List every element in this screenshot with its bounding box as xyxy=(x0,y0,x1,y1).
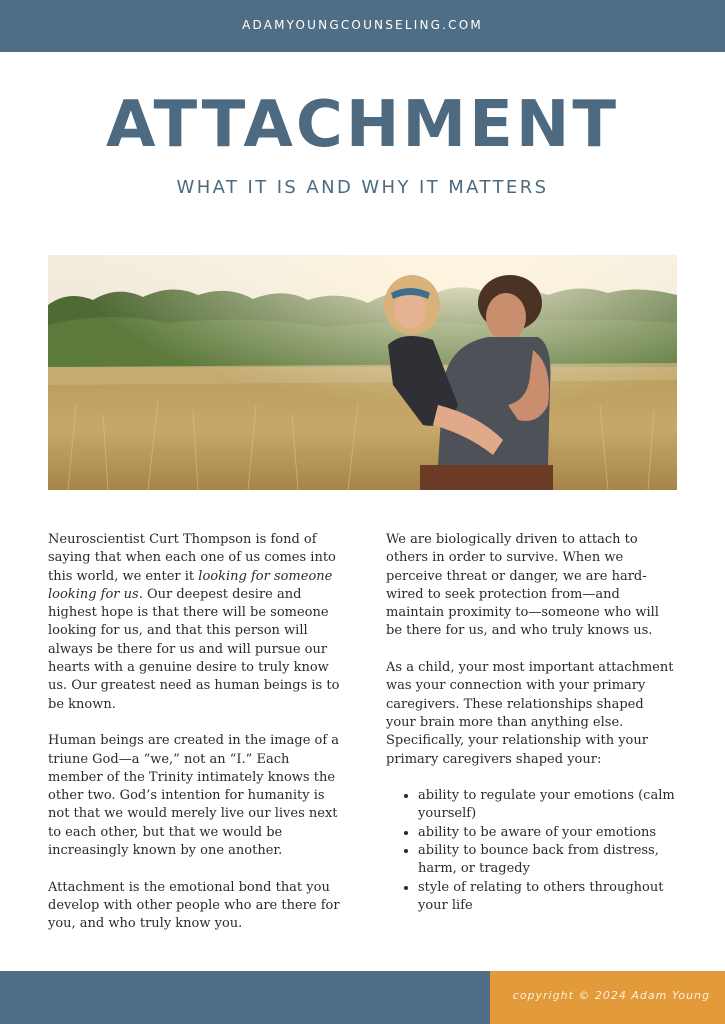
page-subtitle: WHAT IT IS AND WHY IT MATTERS xyxy=(176,177,549,198)
top-banner xyxy=(0,0,725,52)
page-title: ATTACHMENT xyxy=(105,88,620,162)
list-item: • ability to be aware of your emotions xyxy=(418,824,676,842)
definition-paragraph: Attachment is the emotional bond that you develop with other people who are there for you, and who truly know you. xyxy=(48,879,340,932)
list-item: • ability to bounce back from distress, harm, or tragedy xyxy=(418,842,676,879)
footer-bar xyxy=(0,971,490,1024)
intro-text-end: . Our deepest desire and highest hope is that there will be someone looking for us, and that this person will always be there for us and will pursue our hearts with a genuine desire to truly know us. Our greatest need as human beings is to be known. xyxy=(48,586,340,712)
site-url: ADAMYOUNGCOUNSELING.COM xyxy=(242,18,483,32)
trinity-paragraph: Human beings are created in the image of a triune God—a “we,” not an “I.” Each member of the Trinity intimately knows the other two. God’s intention for humanity is not that we would merely live our lives next to each other, but that we would be increasingly known by one another. xyxy=(48,733,340,859)
childhood-paragraph: As a child, your most important attachment was your connection with your primary caregivers. These relationships shaped your brain more than anything else. Specifically, your relationship with your primary caregivers shaped your: xyxy=(386,660,674,767)
biology-paragraph: We are biologically driven to attach to others in order to survive. When we perceive threat or danger, we are hard-wired to seek protection from—and maintain proximity to—someone who will be there for us, and who truly knows us. xyxy=(386,532,659,639)
list-item: • ability to regulate your emotions (calm yourself) xyxy=(418,787,676,824)
list-item: • style of relating to others throughout your life xyxy=(418,879,676,916)
left-column xyxy=(48,531,340,952)
hero-photo xyxy=(48,255,677,490)
copyright-text: copyright © 2024 Adam Young xyxy=(512,989,710,1002)
shaped-list xyxy=(386,787,676,915)
intro-paragraph xyxy=(48,531,340,714)
intro-text-start: Neuroscientist Curt Thompson is fond of saying that when each one of us comes into this world, we enter it xyxy=(48,532,336,584)
footer-accent xyxy=(490,971,725,1024)
right-column xyxy=(386,531,676,915)
intro-emphasis: looking for someone looking for us xyxy=(48,568,333,602)
